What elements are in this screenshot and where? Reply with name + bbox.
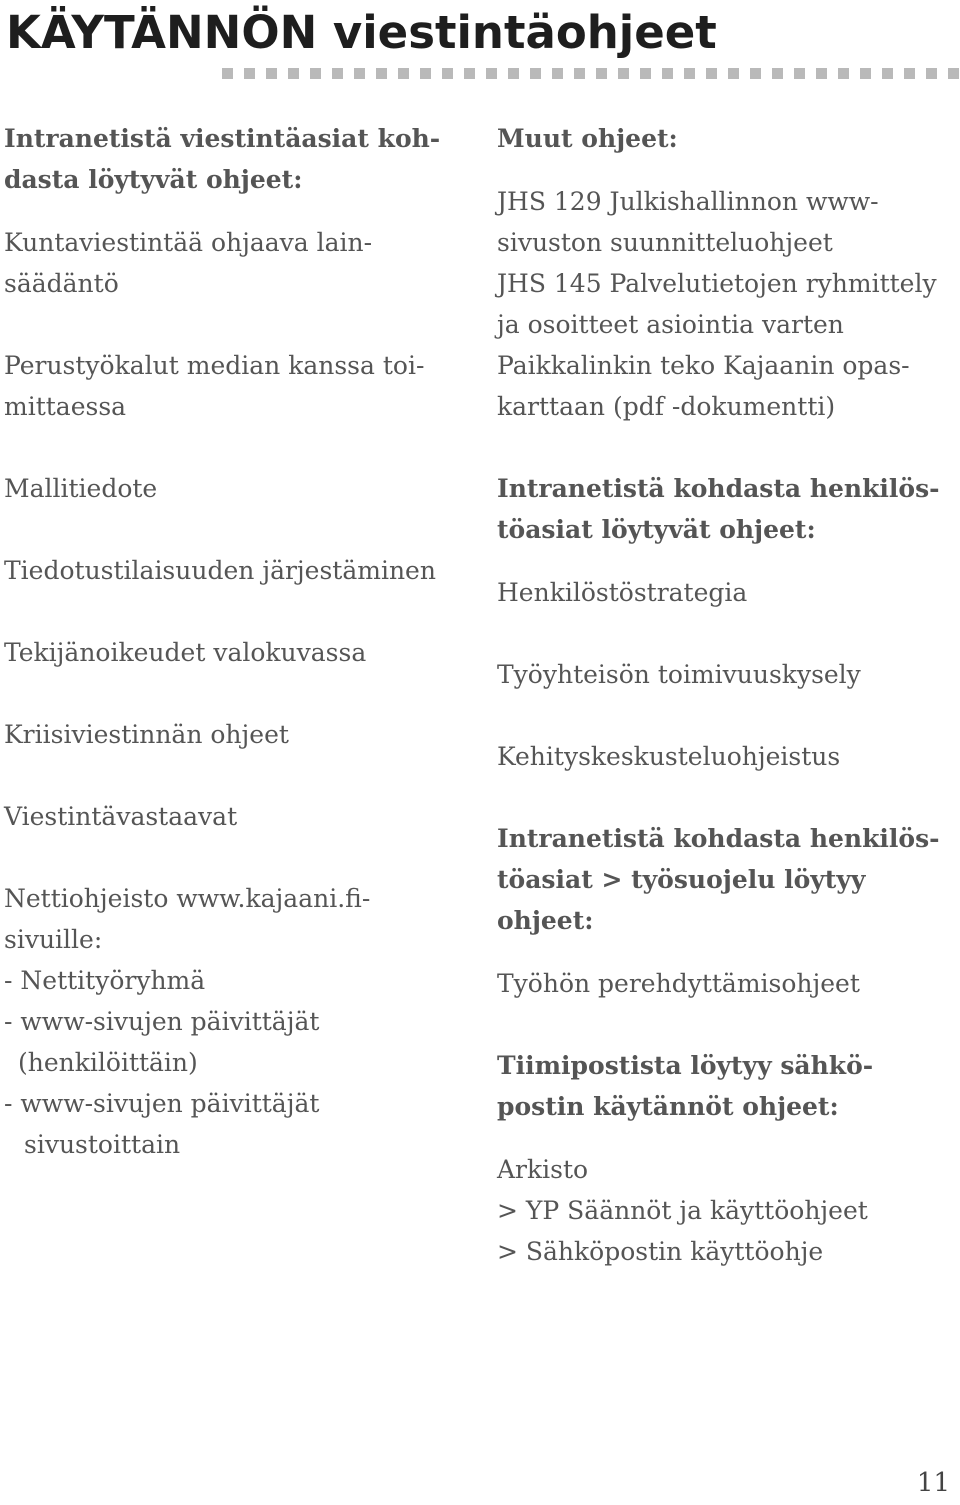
list-item-line: Tekijänoikeudet valokuvassa	[4, 638, 367, 667]
nettiohjeisto-block[interactable]	[4, 878, 456, 1165]
list-item-line: Kuntaviestintää ohjaava lain-	[4, 228, 373, 257]
dotted-divider	[222, 68, 960, 79]
netti-line: sivuille:	[4, 925, 103, 954]
list-item-line: säädäntö	[4, 269, 119, 298]
tiimiposti-path[interactable]	[497, 1149, 957, 1272]
list-item-perustyokalut[interactable]	[4, 345, 456, 427]
muut-ohjeet-list[interactable]	[497, 181, 957, 427]
tiimiposti-heading-line: Tiimipostista löytyy sähkö-	[497, 1051, 874, 1080]
muut-ohjeet-heading	[497, 118, 957, 159]
muut-line: sivuston suunnitteluohjeet	[497, 228, 833, 257]
netti-line: sivustoittain	[24, 1130, 181, 1159]
muut-line: ja osoitteet asiointia varten	[497, 310, 844, 339]
tiimiposti-line: > YP Säännöt ja käyttöohjeet	[497, 1196, 868, 1225]
list-item-line: mittaessa	[4, 392, 127, 421]
tiimiposti-line: > Sähköpostin käyttöohje	[497, 1237, 824, 1266]
list-item-line: Viestintävastaavat	[4, 802, 238, 831]
left-column	[4, 118, 456, 1206]
list-item-line: Kehityskeskusteluohjeistus	[497, 742, 841, 771]
list-item-line: Perustyökalut median kanssa toi-	[4, 351, 425, 380]
tiimiposti-heading-line: postin käytännöt ohjeet:	[497, 1092, 839, 1121]
viestinta-heading	[4, 118, 456, 200]
netti-line: Nettiohjeisto www.kajaani.fi-	[4, 884, 371, 913]
muut-line: karttaan (pdf -dokumentti)	[497, 392, 836, 421]
list-item-line: Tiedotustilaisuuden järjestäminen	[4, 556, 436, 585]
list-item-henkilostostrategia[interactable]	[497, 572, 957, 613]
list-item-line: Työyhteisön toimivuuskysely	[497, 660, 861, 689]
viestinta-heading-line: dasta löytyvät ohjeet:	[4, 165, 303, 194]
henkilosto-heading-line: Intranetistä kohdasta henkilös-	[497, 474, 940, 503]
viestinta-heading-line: Intranetistä viestintäasiat koh-	[4, 124, 441, 153]
tyosuojelu-heading-line: ohjeet:	[497, 906, 594, 935]
list-item-viestintavastaavat[interactable]	[4, 796, 456, 837]
henkilosto-heading-line: töasiat löytyvät ohjeet:	[497, 515, 816, 544]
right-column	[497, 118, 957, 1313]
page-title: KÄYTÄNNÖN viestintäohjeet	[6, 6, 717, 59]
muut-heading-line: Muut ohjeet:	[497, 124, 678, 153]
list-item-line: Mallitiedote	[4, 474, 158, 503]
list-item-perehdyttamisohjeet[interactable]	[497, 963, 957, 1004]
tiimiposti-line: Arkisto	[497, 1155, 589, 1184]
netti-line: - Nettityöryhmä	[4, 966, 206, 995]
list-item-line: Henkilöstöstrategia	[497, 578, 748, 607]
muut-line: JHS 129 Julkishallinnon www-	[497, 187, 879, 216]
list-item-mallitiedote[interactable]	[4, 468, 456, 509]
list-item-kriisiviestinta[interactable]	[4, 714, 456, 755]
list-item-line: Kriisiviestinnän ohjeet	[4, 720, 289, 749]
henkilosto-heading	[497, 468, 957, 550]
netti-line: (henkilöittäin)	[18, 1048, 198, 1077]
tyosuojelu-heading-line: töasiat > työsuojelu löytyy	[497, 865, 866, 894]
list-item-toimivuuskysely[interactable]	[497, 654, 957, 695]
list-item-tiedotustilaisuus[interactable]	[4, 550, 456, 591]
list-item-line: Työhön perehdyttämisohjeet	[497, 969, 860, 998]
netti-line: - www-sivujen päivittäjät	[4, 1007, 320, 1036]
netti-line: - www-sivujen päivittäjät	[4, 1089, 320, 1118]
muut-line: JHS 145 Palvelutietojen ryhmittely	[497, 269, 937, 298]
muut-line: Paikkalinkin teko Kajaanin opas-	[497, 351, 910, 380]
list-item-tekijanoikeudet[interactable]	[4, 632, 456, 673]
list-item-kehityskeskustelu[interactable]	[497, 736, 957, 777]
page-number: 11	[916, 1468, 950, 1498]
tyosuojelu-heading-line: Intranetistä kohdasta henkilös-	[497, 824, 940, 853]
tyosuojelu-heading	[497, 818, 957, 941]
list-item-kuntaviestinta[interactable]	[4, 222, 456, 304]
tiimiposti-heading	[497, 1045, 957, 1127]
